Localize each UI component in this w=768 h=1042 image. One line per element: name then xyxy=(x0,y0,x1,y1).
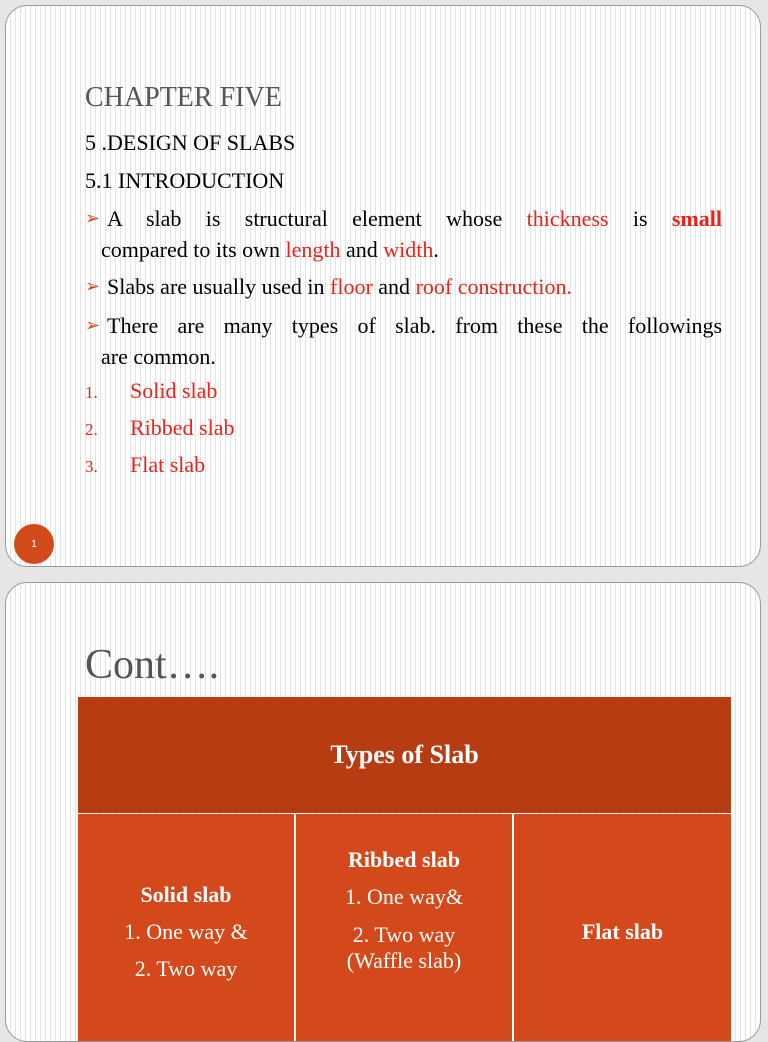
table-cell-solid-slab xyxy=(78,814,294,1042)
cell-title: Ribbed slab xyxy=(348,847,460,872)
list-item: 2. Ribbed slab xyxy=(85,415,235,440)
bullet-slab-types: ➢ There are many types of slab. from these the followings are common. xyxy=(85,310,722,372)
cell-line: (Waffle slab) xyxy=(346,948,462,973)
cell-line: 2. Two way xyxy=(134,956,238,981)
cell-title: Solid slab xyxy=(140,882,232,907)
arrow-bullet-icon: ➢ xyxy=(85,315,101,335)
table-cell-flat-slab xyxy=(514,814,731,1042)
list-item: 1. Solid slab xyxy=(85,378,218,403)
slide-1 xyxy=(5,5,761,567)
section-heading: 5 .DESIGN OF SLABS xyxy=(85,130,296,155)
cell-title: Flat slab xyxy=(581,919,664,944)
arrow-bullet-icon: ➢ xyxy=(85,208,101,228)
list-item: 3. Flat slab xyxy=(85,452,206,477)
table-cell-ribbed-slab xyxy=(296,814,512,1042)
arrow-bullet-icon: ➢ xyxy=(85,276,101,296)
subsection-heading: 5.1 INTRODUCTION xyxy=(85,168,285,193)
cell-line: 1. One way& xyxy=(345,884,463,909)
cell-line: 2. Two way xyxy=(352,922,456,947)
chapter-title: CHAPTER FIVE xyxy=(85,82,282,113)
bullet-slab-definition: ➢ A slab is structural element whose thickness is small compared to its own length and width. xyxy=(85,203,722,265)
table-header-types-of-slab: Types of Slab xyxy=(78,697,731,813)
page-number-badge: 1 xyxy=(14,524,54,564)
cell-line: 1. One way & xyxy=(124,919,248,944)
bullet-slab-usage: ➢ Slabs are usually used in floor and roof construction. xyxy=(85,271,722,302)
slide-2 xyxy=(5,582,761,1042)
slide-title: Cont…. xyxy=(85,642,220,688)
